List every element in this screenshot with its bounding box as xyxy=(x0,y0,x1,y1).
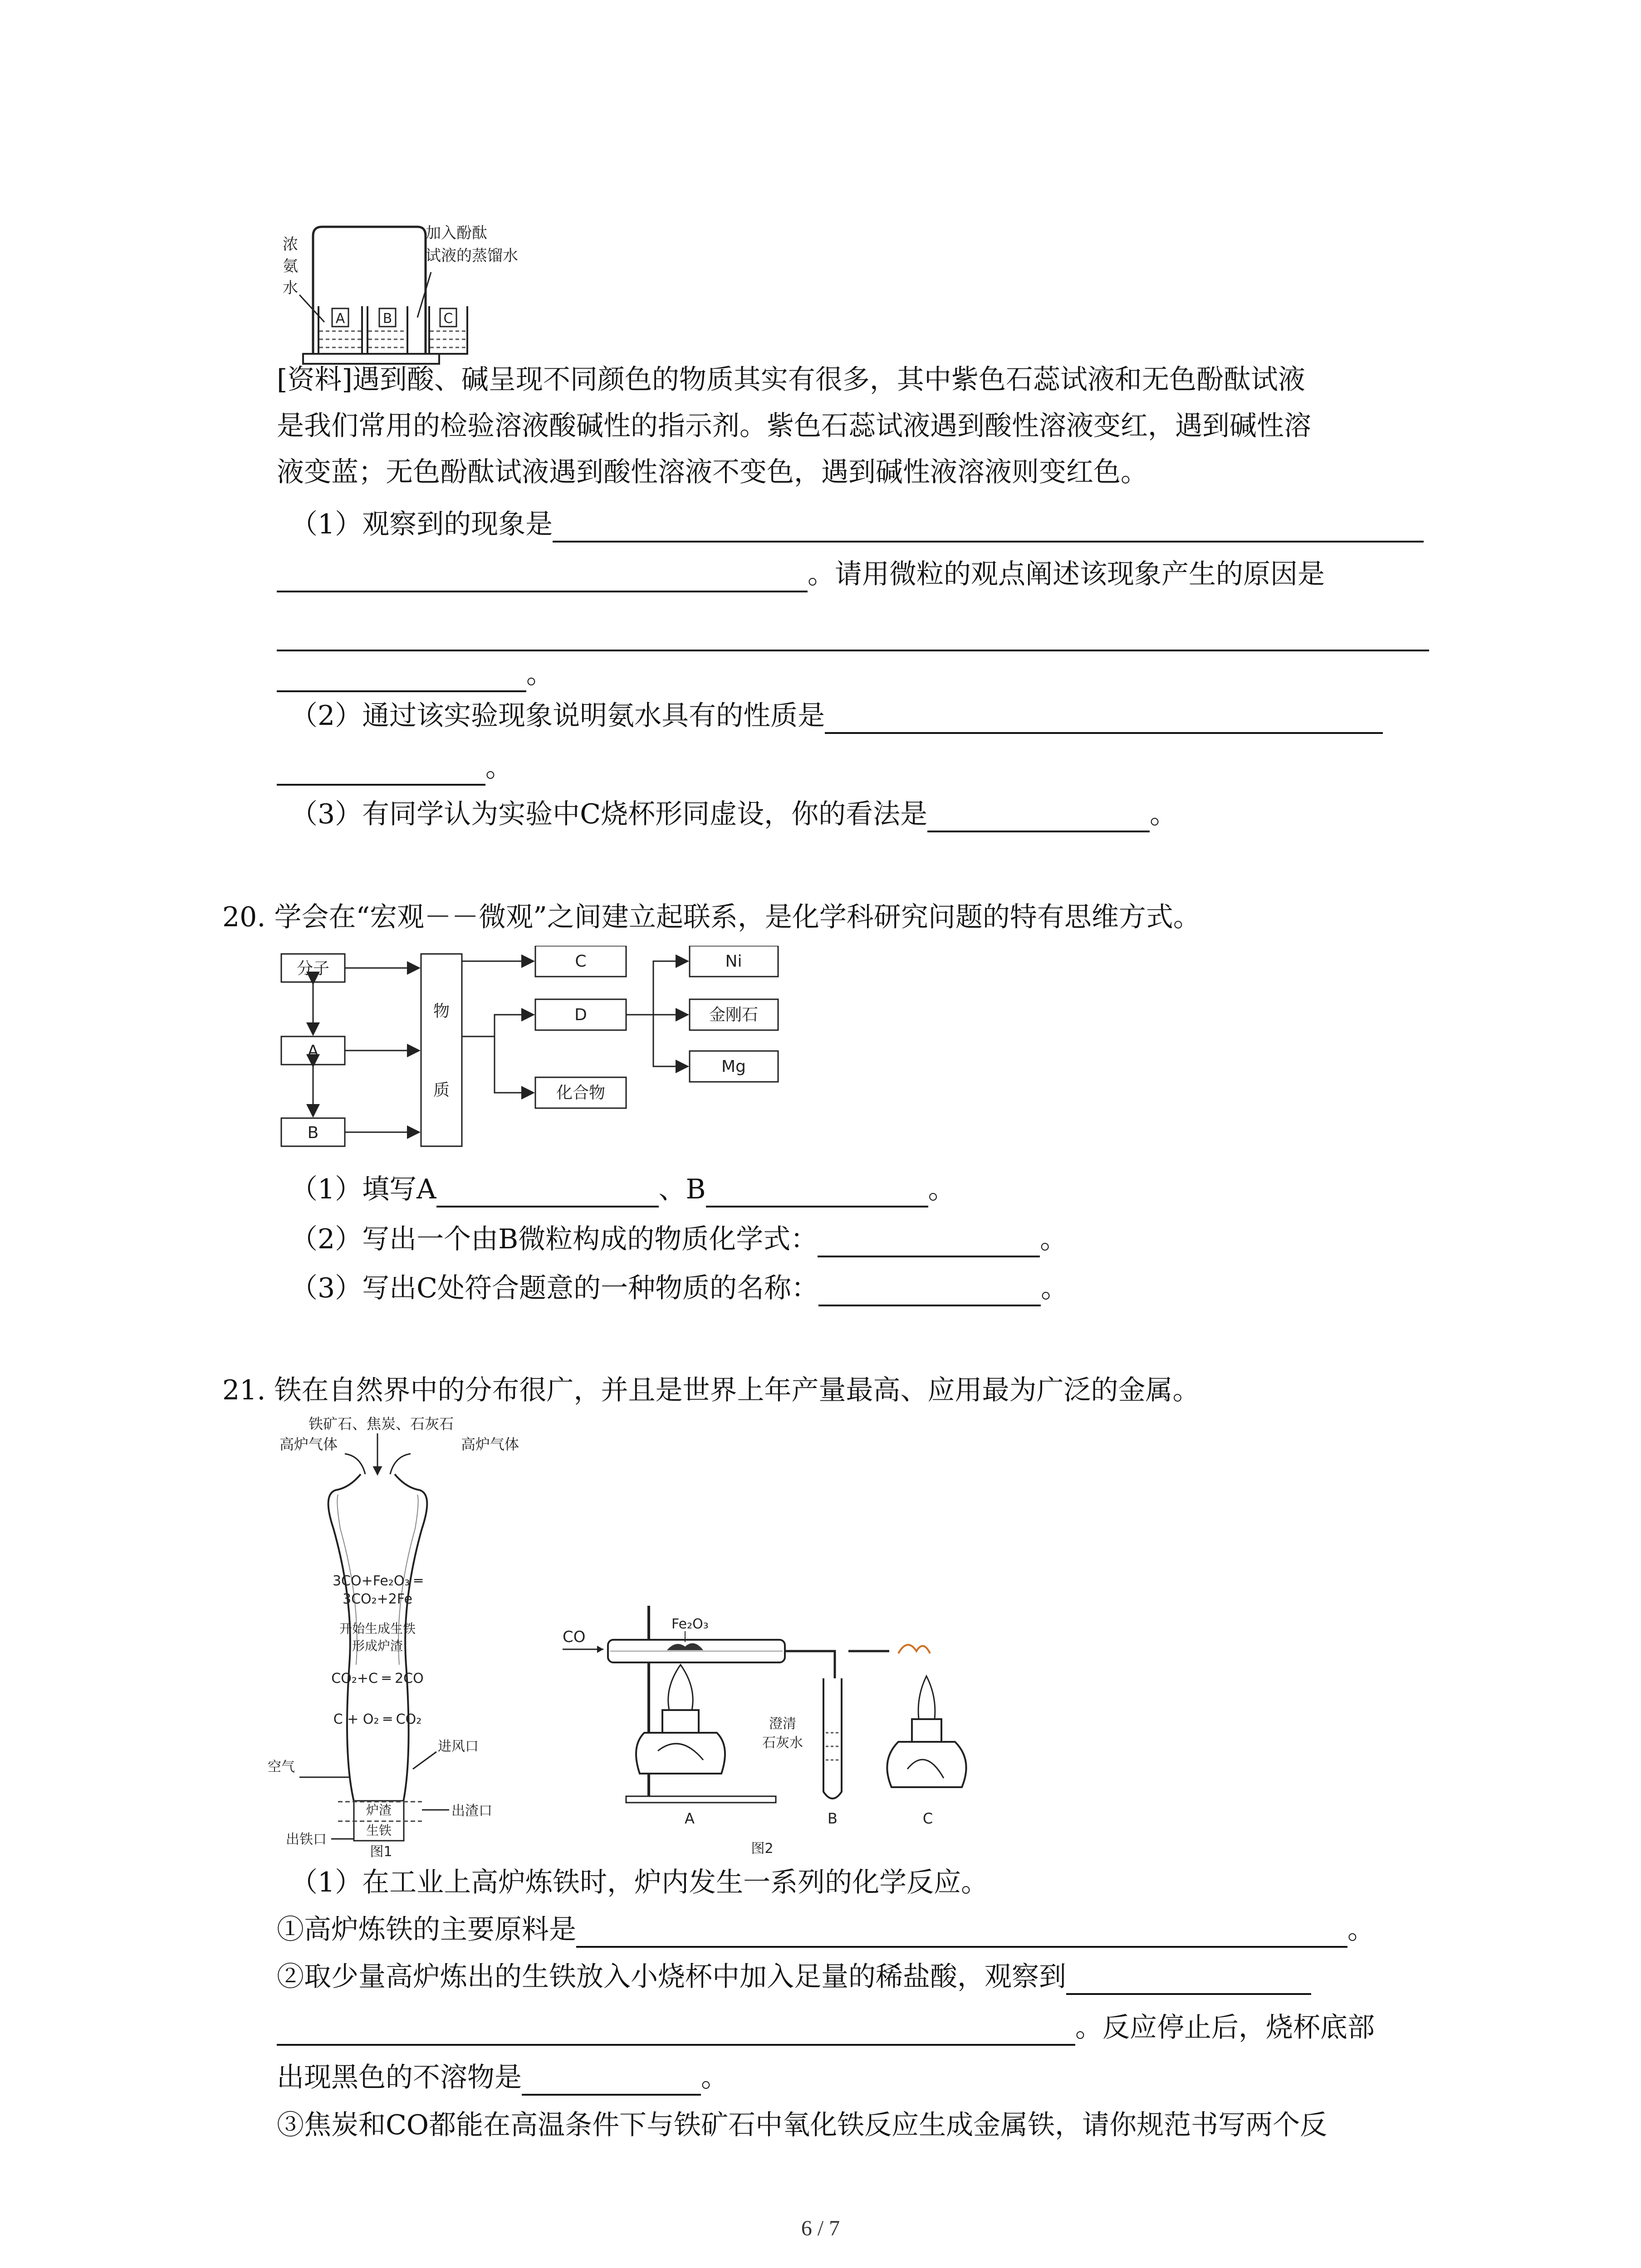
q21-item2-blank-1[interactable] xyxy=(1066,1965,1311,1995)
q20-sub2-blank[interactable] xyxy=(818,1227,1040,1257)
q19-sub2-blank-1[interactable] xyxy=(825,704,1383,734)
box-substance xyxy=(421,954,462,1146)
box-substance-label-2: 质 xyxy=(433,1081,450,1100)
q21-item2-cont xyxy=(277,2009,1375,2046)
furnace-gas-left: 高炉气体 xyxy=(279,1436,338,1453)
air-inlet-label: 进风口 xyxy=(438,1739,479,1755)
q20-sub3 xyxy=(290,1270,1068,1306)
equation-1-line-1: 3CO+Fe₂O₃ ═ xyxy=(332,1573,423,1589)
q21-sub1: （1）在工业上高炉炼铁时，炉内发生一系列的化学反应。 xyxy=(290,1867,989,1898)
q19-sub3-period: 。 xyxy=(1150,798,1177,830)
q20-sub1-prefix: （1）填写A xyxy=(290,1173,436,1205)
pig-iron-label: 生铁 xyxy=(366,1823,392,1838)
q19-sub1-middle: 。请用微粒的观点阐述该现象产生的原因是 xyxy=(808,558,1325,590)
q19-sub2 xyxy=(290,698,1383,734)
q19-sub2-period: 。 xyxy=(485,752,513,783)
co-reduction-apparatus-figure xyxy=(554,1597,989,1860)
ammonia-label-1: 浓 xyxy=(283,235,298,254)
q19-sub2-prefix: （2）通过该实验现象说明氨水具有的性质是 xyxy=(290,700,825,732)
q21-item2-line3-prefix: 出现黑色的不溶物是 xyxy=(277,2062,522,2093)
figure-2-caption: 图2 xyxy=(751,1841,774,1857)
q19-sub2-blank-2[interactable] xyxy=(277,756,485,786)
q21-item2-prefix: ②取少量高炉炼出的生铁放入小烧杯中加入足量的稀盐酸，观察到 xyxy=(277,1961,1066,1993)
q21-stem: 21. 铁在自然界中的分布很广，并且是世界上年产量最高、应用最为广泛的金属。 xyxy=(222,1374,1200,1406)
q21-item1-blank[interactable] xyxy=(576,1918,1347,1948)
q21-item2-blank-3[interactable] xyxy=(522,2066,701,2096)
furnace-gas-right: 高炉气体 xyxy=(460,1436,519,1453)
box-c-label: C xyxy=(575,952,587,971)
box-mg-label: Mg xyxy=(721,1057,746,1076)
q20-sub1-period: 。 xyxy=(928,1173,955,1205)
apparatus-b-label: B xyxy=(828,1810,838,1827)
q19-sub3-prefix: （3）有同学认为实验中C烧杯形同虚设，你的看法是 xyxy=(290,798,928,830)
equation-3: C + O₂ ═ CO₂ xyxy=(333,1711,422,1727)
q19-sub3 xyxy=(290,796,1177,832)
apparatus-c-label: C xyxy=(922,1810,933,1827)
alcohol-lamp-c xyxy=(887,1645,966,1787)
limewater-label-1: 澄清 xyxy=(769,1716,796,1732)
q20-sub2-period: 。 xyxy=(1040,1223,1068,1255)
macro-micro-diagram xyxy=(277,946,789,1159)
air-label: 空气 xyxy=(268,1759,295,1775)
q21-item2-line3 xyxy=(277,2059,728,2096)
q19-sub1 xyxy=(290,506,1424,543)
q20-sub1 xyxy=(290,1171,955,1207)
q20-blank-a[interactable] xyxy=(436,1178,659,1207)
q20-sub2 xyxy=(290,1221,1067,1257)
q19-sub3-blank[interactable] xyxy=(927,802,1150,832)
phenolphthalein-label: 加入酚酞 xyxy=(426,224,487,242)
limewater-label-2: 石灰水 xyxy=(762,1735,803,1751)
slag-outlet-label: 出渣口 xyxy=(451,1803,492,1819)
q19-sub1-blank-2[interactable] xyxy=(277,562,808,592)
box-compound-label: 化合物 xyxy=(556,1084,606,1102)
q21-item1-period: 。 xyxy=(1347,1914,1375,1945)
blast-furnace-figure xyxy=(259,1411,585,1860)
q19-sub2-cont xyxy=(277,749,513,786)
q19-sub1-prefix: （1）观察到的现象是 xyxy=(290,508,553,540)
beaker-b xyxy=(367,306,407,354)
q21-item1 xyxy=(277,1911,1375,1948)
iron-outlet-label: 出铁口 xyxy=(286,1832,327,1848)
q19-info-line-1: [资料]遇到酸、碱呈现不同颜色的物质其实有很多，其中紫色石蕊试液和无色酚酞试液 xyxy=(277,364,1305,396)
beaker-a-label: A xyxy=(335,311,345,327)
ammonia-diffusion-figure xyxy=(281,218,599,372)
q20-sub3-blank[interactable] xyxy=(818,1276,1041,1306)
distilled-water-label: 试液的蒸馏水 xyxy=(426,247,518,265)
q19-sub1-blank-1[interactable] xyxy=(553,513,1424,543)
test-tube-b xyxy=(823,1678,842,1799)
q21-item1-prefix: ①高炉炼铁的主要原料是 xyxy=(277,1914,576,1945)
box-substance-label-1: 物 xyxy=(433,1002,450,1021)
fe2o3-label: Fe₂O₃ xyxy=(671,1616,709,1632)
top-materials-label: 铁矿石、焦炭、石灰石 xyxy=(308,1415,454,1432)
q21-item2-period: 。 xyxy=(701,2062,728,2093)
box-ni-label: Ni xyxy=(725,952,742,971)
box-b-label: B xyxy=(307,1124,319,1142)
q19-sub1-period: 。 xyxy=(526,658,554,690)
q20-stem: 20. 学会在“宏观－－微观”之间建立起联系，是化学科研究问题的特有思维方式。 xyxy=(222,901,1200,933)
equation-1-line-2: 3CO₂+2Fe xyxy=(343,1591,412,1607)
q21-item2-middle: 。反应停止后，烧杯底部 xyxy=(1075,2012,1375,2043)
box-molecule-label: 分子 xyxy=(296,959,330,978)
q19-info-line-2: 是我们常用的检验溶液酸碱性的指示剂。紫色石蕊试液遇到酸性溶液变红，遇到碱性溶 xyxy=(277,410,1311,442)
beaker-a xyxy=(318,306,362,354)
q20-sub3-period: 。 xyxy=(1041,1272,1068,1304)
bell-jar xyxy=(313,227,426,363)
q21-item2 xyxy=(277,1959,1311,1995)
q19-sub1-reason-end xyxy=(277,656,554,692)
ammonia-label-2: 氨 xyxy=(283,257,298,275)
slag-label: 炉渣 xyxy=(366,1803,392,1818)
q20-sub3-prefix: （3）写出C处符合题意的一种物质的名称： xyxy=(290,1272,819,1304)
q20-sub1-sep: 、B xyxy=(658,1173,706,1205)
q21-item3: ③焦炭和CO都能在高温条件下与铁矿石中氧化铁反应生成金属铁，请你规范书写两个反 xyxy=(277,2109,1327,2141)
box-d-label: D xyxy=(574,1006,587,1024)
q19-sub1-blank-4[interactable] xyxy=(277,662,526,692)
beaker-c xyxy=(429,306,467,354)
figure-1-caption: 图1 xyxy=(370,1844,392,1860)
q19-info-line-3: 液变蓝；无色酚酞试液遇到酸性溶液不变色，遇到碱性液溶液则变红色。 xyxy=(277,456,1148,488)
ammonia-label-3: 水 xyxy=(283,279,298,297)
beaker-c-label: C xyxy=(443,311,453,327)
co-label: CO xyxy=(563,1628,586,1646)
beaker-b-label: B xyxy=(382,311,392,327)
zone-text-2: 形成炉渣 xyxy=(352,1638,403,1653)
apparatus-a-label: A xyxy=(685,1810,695,1827)
zone-text-1: 开始生成生铁 xyxy=(339,1621,416,1636)
q19-sub1-blank-3[interactable] xyxy=(277,621,1429,651)
q20-sub2-prefix: （2）写出一个由B微粒构成的物质化学式： xyxy=(290,1223,818,1255)
q19-sub1-reason xyxy=(277,615,1429,651)
q21-item2-blank-2[interactable] xyxy=(277,2016,1075,2046)
q19-sub1-cont xyxy=(277,556,1325,592)
box-diamond-label: 金刚石 xyxy=(709,1006,759,1024)
equation-2: CO₂+C ═ 2CO xyxy=(331,1671,424,1686)
page-number: 6 / 7 xyxy=(801,2216,840,2240)
box-a-label: A xyxy=(307,1042,319,1061)
q20-blank-b[interactable] xyxy=(706,1178,928,1207)
